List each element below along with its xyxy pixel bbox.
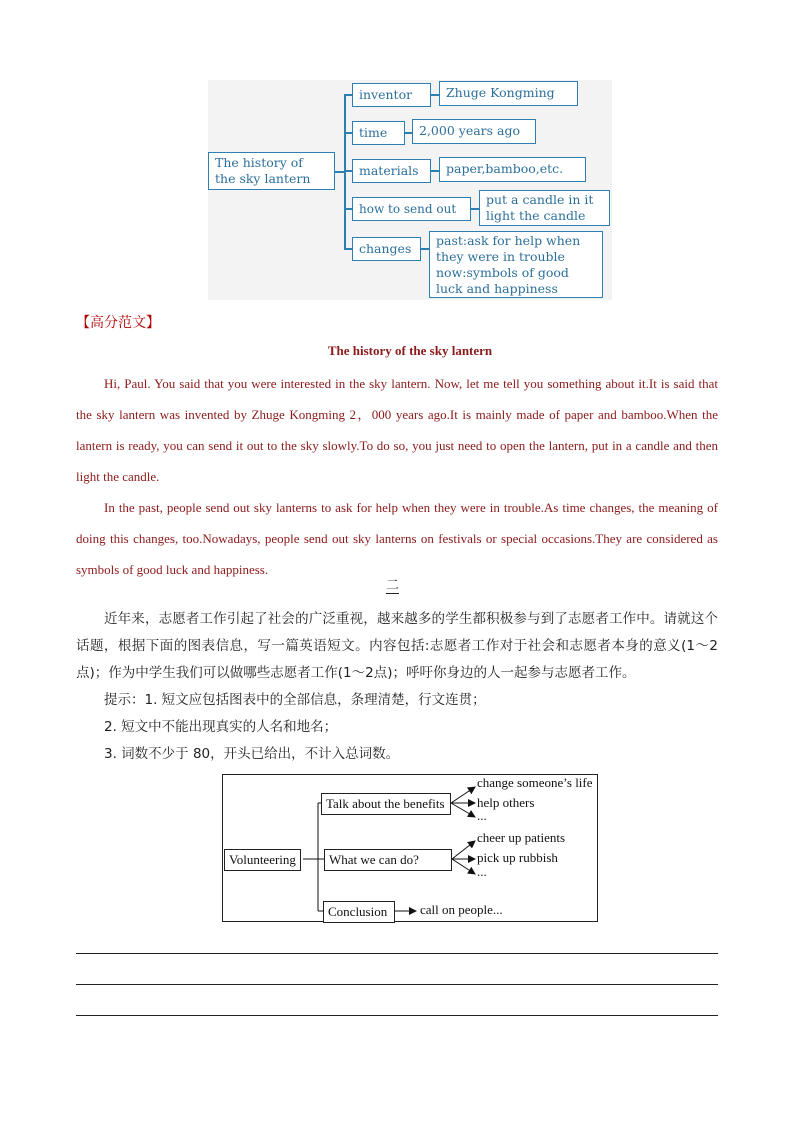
diagram1-root bbox=[208, 152, 335, 190]
task-prompt-block bbox=[76, 606, 718, 768]
benefits-item-3: ... bbox=[477, 808, 487, 823]
volunteering-diagram bbox=[222, 774, 598, 922]
connector bbox=[405, 132, 412, 134]
can-do-item-2: pick up rubbish bbox=[477, 850, 558, 865]
branch-benefits: Talk about the benefits bbox=[321, 793, 451, 815]
can-do-item-1: cheer up patients bbox=[477, 830, 566, 845]
connector bbox=[344, 132, 352, 134]
task-prompt: 近年来，志愿者工作引起了社会的广泛重视，越来越多的学生都积极参与到了志愿者工作中。请就这个话题，根据下面的图表信息，写一篇英语短文。内容包括:志愿者工作对于社会和志愿者本身的意义(1～2点)；作为中学生我们可以做哪些志愿者工作(1～2点)；呼吁你身边的人一起参与志愿者工作。 bbox=[76, 611, 718, 681]
essay-paragraph-1: Hi, Paul. You said that you were interested in the sky lantern. Now, let me tell you something about it.It is said that the sky lantern was invented by Zhuge Kongming 2，000 years ago.It is mainly made of paper and bamboo.When the lantern is ready, you can send it out to the sky slowly.To do so, you just need to open the lantern, put in a candle and then light the candle. bbox=[76, 376, 718, 484]
branch-how-to-send-out: how to send out bbox=[352, 197, 471, 221]
branch-inventor: inventor bbox=[352, 83, 431, 107]
branch-what-we-can-do: What we can do? bbox=[324, 849, 452, 871]
connector bbox=[344, 170, 352, 172]
branch-changes: changes bbox=[352, 237, 421, 261]
connector bbox=[344, 248, 352, 250]
essay-paragraph-2: In the past, people send out sky lanterns to ask for help when they were in trouble.As time changes, the meaning of doing this changes, too.Nowadays, people send out sky lanterns on festivals or special occasions.They are considered as symbols of good luck and happiness. bbox=[76, 500, 718, 577]
benefits-item-2: help others bbox=[477, 795, 535, 810]
diagram1-root-line1: The history of bbox=[215, 155, 303, 170]
essay-heading: 【高分范文】 bbox=[76, 314, 160, 330]
essay-title: The history of the sky lantern bbox=[327, 343, 493, 358]
branch-time: time bbox=[352, 121, 405, 145]
connector bbox=[471, 208, 479, 210]
task-hint-3: 3. 词数不少于 80，开头已给出，不计入总词数。 bbox=[104, 746, 400, 762]
value-inventor: Zhuge Kongming bbox=[439, 81, 578, 106]
diagram1-root-line2: the sky lantern bbox=[215, 171, 311, 186]
task-hint-2: 2. 短文中不能出现真实的人名和地名； bbox=[104, 719, 338, 735]
sky-lantern-diagram bbox=[208, 80, 612, 300]
benefits-item-1: change someone’s life bbox=[477, 775, 593, 790]
connector bbox=[344, 94, 346, 249]
connector bbox=[344, 208, 352, 210]
connector bbox=[431, 94, 439, 96]
task-hint-1: 提示：1. 短文应包括图表中的全部信息，条理清楚，行文连贯； bbox=[104, 692, 486, 708]
writing-line bbox=[76, 1015, 718, 1016]
writing-line bbox=[76, 953, 718, 954]
writing-line bbox=[76, 984, 718, 985]
essay-body bbox=[76, 368, 718, 585]
value-time: 2,000 years ago bbox=[412, 119, 536, 144]
connector bbox=[335, 171, 344, 173]
branch-conclusion: Conclusion bbox=[323, 901, 395, 923]
conclusion-item-1: call on people... bbox=[420, 902, 503, 917]
connector bbox=[431, 170, 439, 172]
value-changes: past:ask for help when they were in trouble now:symbols of good luck and happiness bbox=[429, 231, 603, 298]
value-materials: paper,bamboo,etc. bbox=[439, 157, 586, 182]
diagram2-root: Volunteering bbox=[224, 849, 301, 871]
can-do-item-3: ... bbox=[477, 864, 487, 879]
connector bbox=[344, 94, 352, 96]
section-number: 二 bbox=[386, 578, 400, 593]
connector bbox=[421, 248, 429, 250]
value-how-to-send-out: put a candle in it light the candle bbox=[479, 190, 610, 226]
branch-materials: materials bbox=[352, 159, 431, 183]
